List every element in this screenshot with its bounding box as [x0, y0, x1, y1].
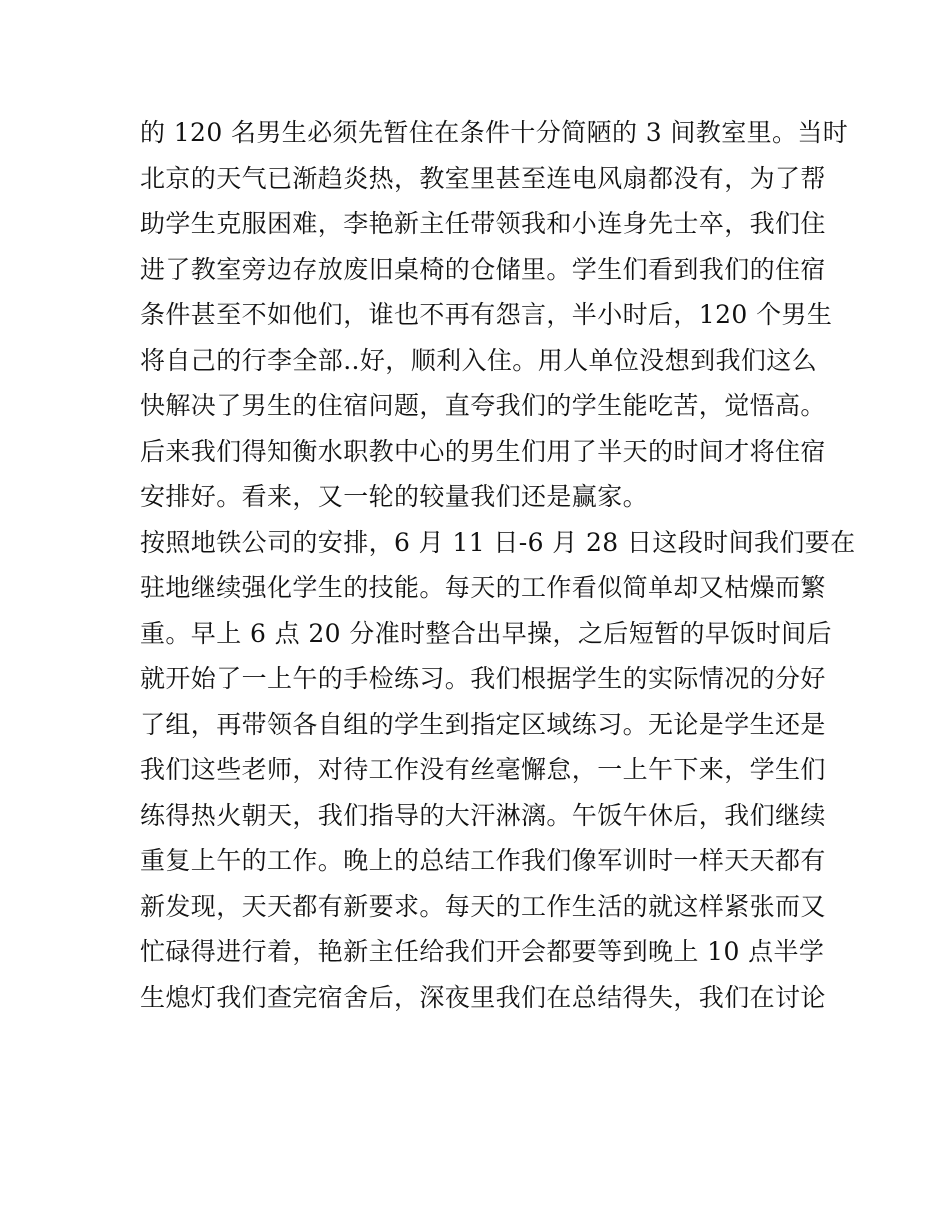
text-line: 就开始了一上午的手检练习。我们根据学生的实际情况的分好 — [140, 664, 826, 693]
text-line: 我们这些老师，对待工作没有丝毫懈怠，一上午下来，学生们 — [140, 755, 826, 784]
text-line: 快解决了男生的住宿问题，直夸我们的学生能吃苦，觉悟高。 — [140, 391, 826, 420]
text-line: 重。早上 6 点 20 分准时整合出早操，之后短暂的早饭时间后 — [140, 618, 832, 648]
text-line: 了组，再带领各自组的学生到指定区域练习。无论是学生还是 — [140, 709, 826, 739]
text-line: 助学生克服困难，李艳新主任带领我和小连身先士卒，我们住 — [140, 209, 826, 238]
text-line: 按照地铁公司的安排，6 月 11 日-6 月 28 日这段时间我们要在 — [140, 527, 856, 557]
body-text — [140, 110, 856, 1020]
text-line: 重复上午的工作。晚上的总结工作我们像军训时一样天天都有 — [140, 846, 826, 875]
text-line: 条件甚至不如他们，谁也不再有怨言，半小时后，120 个男生 — [140, 300, 833, 329]
text-line: 北京的天气已渐趋炎热，教室里甚至连电风扇都没有，为了帮 — [140, 163, 826, 193]
text-line: 的 120 名男生必须先暂住在条件十分简陋的 3 间教室里。当时 — [140, 118, 849, 147]
text-line: 进了教室旁边存放废旧桌椅的仓储里。学生们看到我们的住宿 — [140, 254, 826, 284]
text-line: 新发现，天天都有新要求。每天的工作生活的就这样紧张而又 — [140, 891, 826, 921]
text-line: 忙碌得进行着，艳新主任给我们开会都要等到晚上 10 点半学 — [140, 937, 825, 966]
text-line: 练得热火朝天，我们指导的大汗淋漓。午饭午休后，我们继续 — [140, 800, 826, 830]
text-line: 将自己的行李全部..好，顺利入住。用人单位没想到我们这么 — [140, 345, 818, 375]
text-line: 安排好。看来，又一轮的较量我们还是赢家。 — [140, 482, 649, 511]
text-line: 驻地继续强化学生的技能。每天的工作看似简单却又枯燥而繁 — [140, 573, 826, 602]
text-line: 后来我们得知衡水职教中心的男生们用了半天的时间才将住宿 — [140, 436, 826, 466]
text-line: 生熄灯我们查完宿舍后，深夜里我们在总结得失，我们在讨论 — [140, 982, 826, 1012]
